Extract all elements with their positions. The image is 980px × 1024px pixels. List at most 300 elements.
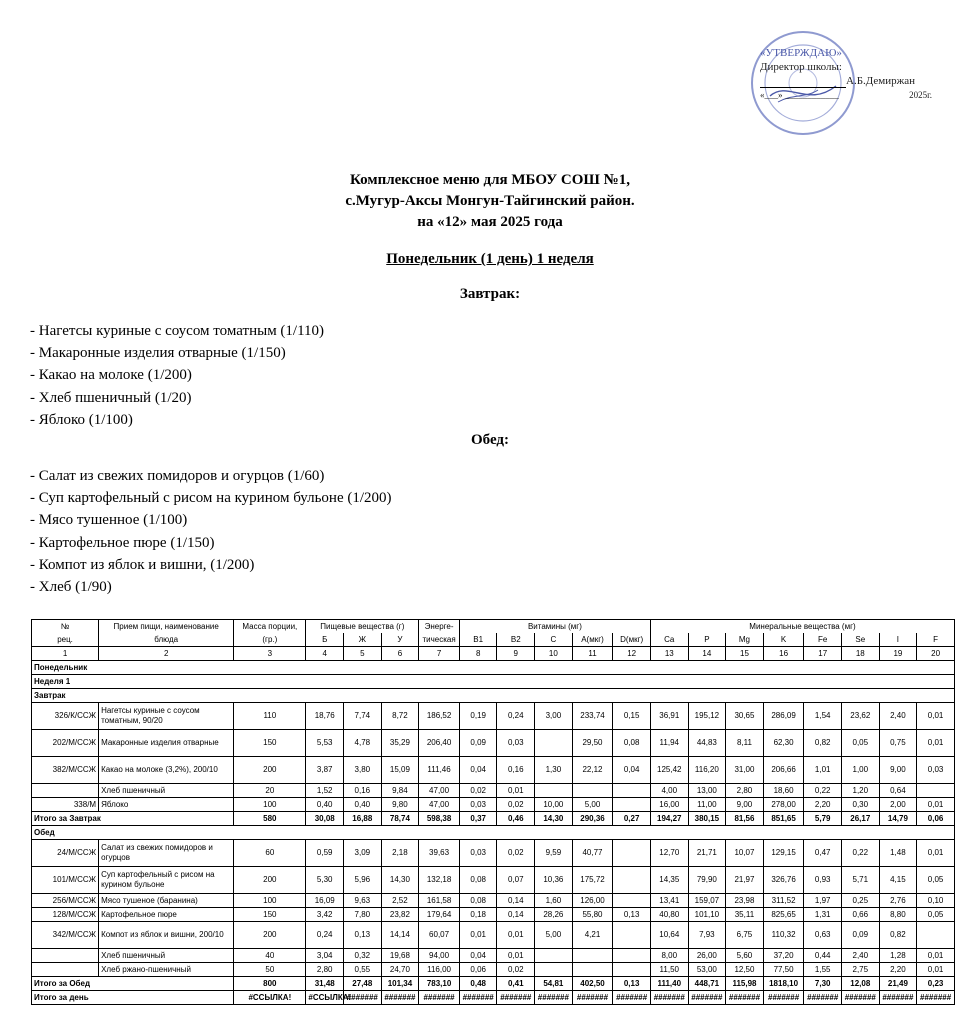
column-number-cell: 6	[381, 647, 419, 661]
list-item: - Картофельное пюре (1/150)	[30, 534, 215, 551]
value-cell: 1,01	[804, 757, 842, 784]
total-value-cell: #######	[804, 991, 842, 1005]
table-header-row	[32, 633, 955, 647]
value-cell: 2,00	[879, 798, 917, 812]
value-cell: 23,82	[381, 908, 419, 922]
column-number-cell: 17	[804, 647, 842, 661]
value-cell: 60	[234, 840, 306, 867]
value-cell: 159,07	[688, 894, 726, 908]
value-cell: 100	[234, 798, 306, 812]
value-cell: 35,29	[381, 730, 419, 757]
value-cell: 0,30	[842, 798, 880, 812]
recipe-code-cell	[32, 949, 99, 963]
list-item: - Суп картофельный с рисом на курином бульоне (1/200)	[30, 490, 392, 507]
total-value-cell: 0,41	[497, 977, 535, 991]
value-cell: 0,02	[497, 963, 535, 977]
value-cell: 14,35	[650, 867, 688, 894]
column-number-cell: 2	[99, 647, 234, 661]
signature-line	[760, 74, 846, 88]
value-cell: 0,40	[306, 798, 344, 812]
value-cell: 2,76	[879, 894, 917, 908]
value-cell	[613, 840, 651, 867]
total-value-cell: 194,27	[650, 812, 688, 826]
value-cell: 60,07	[419, 922, 460, 949]
value-cell: 47,00	[419, 784, 460, 798]
value-cell	[572, 784, 613, 798]
value-cell: 0,09	[459, 730, 497, 757]
total-value-cell: 101,34	[381, 977, 419, 991]
table-row	[32, 730, 955, 757]
list-item: - Макаронные изделия отварные (1/150)	[30, 345, 286, 362]
value-cell	[535, 730, 573, 757]
dish-name-cell: Нагетсы куриные с соусом томатным, 90/20	[99, 703, 234, 730]
value-cell: 1,30	[535, 757, 573, 784]
table-row	[32, 908, 955, 922]
column-number-cell: 4	[306, 647, 344, 661]
value-cell: 24,70	[381, 963, 419, 977]
value-cell: 3,80	[344, 757, 382, 784]
value-cell: 5,30	[306, 867, 344, 894]
total-value-cell: 402,50	[572, 977, 613, 991]
value-cell: 3,42	[306, 908, 344, 922]
value-cell: 0,64	[879, 784, 917, 798]
value-cell: 10,00	[535, 798, 573, 812]
value-cell: 200	[234, 757, 306, 784]
value-cell: 0,63	[804, 922, 842, 949]
recipe-code-cell: 382/М/ССЖ	[32, 757, 99, 784]
value-cell: 53,00	[688, 963, 726, 977]
value-cell: 0,75	[879, 730, 917, 757]
value-cell: 233,74	[572, 703, 613, 730]
value-cell: 16,09	[306, 894, 344, 908]
value-cell: 0,01	[497, 784, 535, 798]
dish-name-cell: Салат из свежих помидоров и огурцов	[99, 840, 234, 867]
header-cell: K	[763, 633, 804, 647]
value-cell: 50	[234, 963, 306, 977]
value-cell: 79,90	[688, 867, 726, 894]
column-number-cell: 14	[688, 647, 726, 661]
value-cell: 1,97	[804, 894, 842, 908]
value-cell: 0,04	[459, 757, 497, 784]
day-title: Понедельник (1 день) 1 неделя	[386, 251, 594, 267]
approval-title: «УТВЕРЖДАЮ»	[760, 47, 842, 59]
value-cell: 5,71	[842, 867, 880, 894]
breakfast-section-row-label: Завтрак	[32, 689, 955, 703]
value-cell: 16,00	[650, 798, 688, 812]
value-cell: 8,80	[879, 908, 917, 922]
recipe-code-cell: 24/М/ССЖ	[32, 840, 99, 867]
value-cell: 200	[234, 922, 306, 949]
value-cell: 0,47	[804, 840, 842, 867]
total-label: Итого за Завтрак	[32, 812, 234, 826]
table-row	[32, 867, 955, 894]
total-value-cell: #######	[726, 991, 764, 1005]
value-cell	[535, 949, 573, 963]
header-cell: D(мкг)	[613, 633, 651, 647]
table-row	[32, 647, 955, 661]
value-cell: 2,52	[381, 894, 419, 908]
value-cell	[613, 798, 651, 812]
value-cell: 11,94	[650, 730, 688, 757]
value-cell: 18,76	[306, 703, 344, 730]
value-cell: 4,21	[572, 922, 613, 949]
value-cell: 7,74	[344, 703, 382, 730]
dish-name-cell: Мясо тушеное (баранина)	[99, 894, 234, 908]
value-cell: 1,20	[842, 784, 880, 798]
value-cell: 12,50	[726, 963, 764, 977]
value-cell: 0,25	[842, 894, 880, 908]
total-value-cell: 448,71	[688, 977, 726, 991]
value-cell: 116,20	[688, 757, 726, 784]
header-cell: P	[688, 633, 726, 647]
table-row	[32, 798, 955, 812]
header-cell: Fe	[804, 633, 842, 647]
dish-name-cell: Картофельное пюре	[99, 908, 234, 922]
value-cell: 2,80	[306, 963, 344, 977]
value-cell: 161,58	[419, 894, 460, 908]
lunch-heading: Обед:	[470, 432, 509, 448]
total-value-cell: 5,79	[804, 812, 842, 826]
total-value-cell: 290,36	[572, 812, 613, 826]
value-cell: 0,03	[497, 730, 535, 757]
value-cell: 15,09	[381, 757, 419, 784]
value-cell: 8,11	[726, 730, 764, 757]
list-item: - Нагетсы куриные с соусом томатным (1/110)	[30, 323, 325, 339]
column-number-cell: 16	[763, 647, 804, 661]
value-cell: 0,10	[917, 894, 955, 908]
total-value-cell: #######	[763, 991, 804, 1005]
value-cell: 0,14	[497, 894, 535, 908]
table-header-row	[32, 620, 955, 634]
value-cell: 23,62	[842, 703, 880, 730]
total-value-cell: #######	[917, 991, 955, 1005]
value-cell: 195,12	[688, 703, 726, 730]
breakfast-menu-list	[30, 320, 324, 431]
value-cell: 26,00	[688, 949, 726, 963]
column-number-cell: 11	[572, 647, 613, 661]
list-item: - Хлеб (1/90)	[30, 579, 112, 596]
value-cell: 0,82	[879, 922, 917, 949]
total-value-cell: 78,74	[381, 812, 419, 826]
value-cell: 31,00	[726, 757, 764, 784]
total-row	[32, 977, 955, 991]
value-cell: 2,18	[381, 840, 419, 867]
value-cell: 12,70	[650, 840, 688, 867]
value-cell: 9,63	[344, 894, 382, 908]
value-cell: 0,66	[842, 908, 880, 922]
value-cell: 0,08	[459, 894, 497, 908]
value-cell: 62,30	[763, 730, 804, 757]
value-cell: 206,40	[419, 730, 460, 757]
list-item: - Мясо тушенное (1/100)	[30, 512, 188, 529]
list-item: - Компот из яблок и вишни, (1/200)	[30, 556, 255, 573]
value-cell	[613, 867, 651, 894]
value-cell: 0,44	[804, 949, 842, 963]
title-line-3: на «12» мая 2025 года	[417, 214, 563, 230]
value-cell: 22,12	[572, 757, 613, 784]
value-cell: 175,72	[572, 867, 613, 894]
value-cell: 0,08	[613, 730, 651, 757]
value-cell: 0,01	[917, 949, 955, 963]
value-cell: 7,93	[688, 922, 726, 949]
total-value-cell: 851,65	[763, 812, 804, 826]
header-cell: Ca	[650, 633, 688, 647]
title-line-1: Комплексное меню для МБОУ СОШ №1,	[350, 172, 630, 188]
value-cell: 326,76	[763, 867, 804, 894]
value-cell: 0,16	[497, 757, 535, 784]
value-cell: 40	[234, 949, 306, 963]
value-cell: 101,10	[688, 908, 726, 922]
header-cell: Пищевые вещества (г)	[306, 620, 419, 634]
lunch-menu-list	[30, 465, 392, 598]
header-cell: F	[917, 633, 955, 647]
value-cell: 11,50	[650, 963, 688, 977]
list-item: - Яблоко (1/100)	[30, 411, 133, 428]
header-cell: (гр.)	[234, 633, 306, 647]
total-value-cell: 115,98	[726, 977, 764, 991]
value-cell: 0,32	[344, 949, 382, 963]
column-number-cell: 13	[650, 647, 688, 661]
total-value-cell: 598,38	[419, 812, 460, 826]
value-cell: 9,80	[381, 798, 419, 812]
value-cell: 0,03	[459, 840, 497, 867]
value-cell: 116,00	[419, 963, 460, 977]
column-number-cell: 18	[842, 647, 880, 661]
value-cell: 14,14	[381, 922, 419, 949]
value-cell: 9,00	[726, 798, 764, 812]
total-value-cell: #######	[535, 991, 573, 1005]
value-cell: 1,00	[842, 757, 880, 784]
recipe-code-cell: 101/М/ССЖ	[32, 867, 99, 894]
value-cell	[917, 784, 955, 798]
value-cell: 1,60	[535, 894, 573, 908]
value-cell: 2,20	[804, 798, 842, 812]
column-number-cell: 12	[613, 647, 651, 661]
value-cell: 0,08	[459, 867, 497, 894]
value-cell: 0,22	[804, 784, 842, 798]
value-cell: 150	[234, 730, 306, 757]
value-cell: 0,40	[344, 798, 382, 812]
column-number-cell: 7	[419, 647, 460, 661]
recipe-code-cell: 128/М/ССЖ	[32, 908, 99, 922]
value-cell: 21,71	[688, 840, 726, 867]
list-item: - Какао на молоке (1/200)	[30, 367, 192, 384]
value-cell: 9,00	[879, 757, 917, 784]
header-cell: Б	[306, 633, 344, 647]
column-number-cell: 20	[917, 647, 955, 661]
total-value-cell: 16,88	[344, 812, 382, 826]
value-cell: 10,07	[726, 840, 764, 867]
header-cell: Прием пищи, наименование	[99, 620, 234, 634]
nutrition-table	[31, 619, 955, 1005]
total-value-cell: 54,81	[535, 977, 573, 991]
dish-name-cell: Суп картофельный с рисом на курином бульоне	[99, 867, 234, 894]
approval-signer: А.Б.Демиржан	[846, 75, 915, 87]
value-cell: 5,00	[535, 922, 573, 949]
header-cell: Масса порции,	[234, 620, 306, 634]
value-cell	[613, 963, 651, 977]
header-cell: У	[381, 633, 419, 647]
value-cell: 0,01	[917, 703, 955, 730]
recipe-code-cell: 326/К/ССЖ	[32, 703, 99, 730]
list-item: - Хлеб пшеничный (1/20)	[30, 389, 192, 406]
value-cell: 0,16	[344, 784, 382, 798]
recipe-code-cell: 256/М/ССЖ	[32, 894, 99, 908]
value-cell: 36,91	[650, 703, 688, 730]
header-cell: I	[879, 633, 917, 647]
value-cell	[535, 784, 573, 798]
value-cell: 0,04	[459, 949, 497, 963]
value-cell	[613, 949, 651, 963]
value-cell: 0,06	[459, 963, 497, 977]
total-value-cell: 81,56	[726, 812, 764, 826]
value-cell: 179,64	[419, 908, 460, 922]
value-cell: 30,65	[726, 703, 764, 730]
value-cell: 0,24	[497, 703, 535, 730]
value-cell: 21,97	[726, 867, 764, 894]
dish-name-cell: Какао на молоке (3,2%), 200/10	[99, 757, 234, 784]
value-cell: 0,01	[497, 949, 535, 963]
header-cell: Se	[842, 633, 880, 647]
header-cell: B1	[459, 633, 497, 647]
value-cell: 0,13	[344, 922, 382, 949]
total-value-cell: #######	[381, 991, 419, 1005]
value-cell: 23,98	[726, 894, 764, 908]
value-cell: 3,87	[306, 757, 344, 784]
value-cell: 0,18	[459, 908, 497, 922]
value-cell: 94,00	[419, 949, 460, 963]
value-cell: 0,93	[804, 867, 842, 894]
column-number-cell: 19	[879, 647, 917, 661]
value-cell: 825,65	[763, 908, 804, 922]
total-value-cell: 0,27	[613, 812, 651, 826]
approval-year: 2025г.	[909, 90, 932, 100]
total-row	[32, 991, 955, 1005]
value-cell: 0,09	[842, 922, 880, 949]
total-value-cell: 800	[234, 977, 306, 991]
header-cell: C	[535, 633, 573, 647]
table-row	[32, 949, 955, 963]
value-cell: 2,75	[842, 963, 880, 977]
value-cell: 6,75	[726, 922, 764, 949]
recipe-code-cell	[32, 963, 99, 977]
value-cell: 0,01	[917, 840, 955, 867]
value-cell: 4,00	[650, 784, 688, 798]
value-cell: 110,32	[763, 922, 804, 949]
value-cell: 0,05	[917, 867, 955, 894]
day-label-row-label: Понедельник	[32, 661, 955, 675]
value-cell	[535, 963, 573, 977]
value-cell: 77,50	[763, 963, 804, 977]
total-value-cell: #######	[459, 991, 497, 1005]
value-cell: 0,82	[804, 730, 842, 757]
value-cell: 0,14	[497, 908, 535, 922]
column-number-cell: 5	[344, 647, 382, 661]
total-value-cell: 26,17	[842, 812, 880, 826]
value-cell: 3,00	[535, 703, 573, 730]
total-value-cell: 0,13	[613, 977, 651, 991]
value-cell: 10,36	[535, 867, 573, 894]
dish-name-cell: Хлеб ржано-пшеничный	[99, 963, 234, 977]
value-cell: 0,02	[459, 784, 497, 798]
total-value-cell: 580	[234, 812, 306, 826]
value-cell: 126,00	[572, 894, 613, 908]
value-cell: 44,83	[688, 730, 726, 757]
total-value-cell: #######	[497, 991, 535, 1005]
column-number-cell: 9	[497, 647, 535, 661]
total-value-cell: 31,48	[306, 977, 344, 991]
value-cell: 0,05	[842, 730, 880, 757]
value-cell: 2,80	[726, 784, 764, 798]
total-value-cell: 0,23	[917, 977, 955, 991]
value-cell: 7,80	[344, 908, 382, 922]
total-value-cell: 30,08	[306, 812, 344, 826]
value-cell: 2,40	[879, 703, 917, 730]
value-cell: 4,78	[344, 730, 382, 757]
total-value-cell: #######	[879, 991, 917, 1005]
header-cell: блюда	[99, 633, 234, 647]
value-cell: 0,24	[306, 922, 344, 949]
value-cell: 125,42	[650, 757, 688, 784]
header-cell: Ж	[344, 633, 382, 647]
header-cell: А(мкг)	[572, 633, 613, 647]
total-value-cell: 12,08	[842, 977, 880, 991]
lunch-section-row	[32, 826, 955, 840]
table-row	[32, 757, 955, 784]
dish-name-cell: Яблоко	[99, 798, 234, 812]
total-value-cell: 0,46	[497, 812, 535, 826]
value-cell: 1,48	[879, 840, 917, 867]
value-cell: 0,01	[917, 798, 955, 812]
value-cell	[613, 922, 651, 949]
value-cell: 14,30	[381, 867, 419, 894]
value-cell: 5,53	[306, 730, 344, 757]
value-cell: 0,13	[613, 908, 651, 922]
approval-block	[760, 46, 950, 102]
total-value-cell: #ССЫЛКА!	[234, 991, 306, 1005]
value-cell: 3,04	[306, 949, 344, 963]
value-cell: 3,09	[344, 840, 382, 867]
value-cell: 55,80	[572, 908, 613, 922]
breakfast-heading: Завтрак:	[459, 286, 521, 302]
value-cell: 0,01	[917, 963, 955, 977]
total-value-cell: #######	[650, 991, 688, 1005]
total-value-cell: 111,40	[650, 977, 688, 991]
value-cell: 110	[234, 703, 306, 730]
value-cell: 278,00	[763, 798, 804, 812]
table-row	[32, 894, 955, 908]
total-label: Итого за день	[32, 991, 234, 1005]
value-cell	[572, 949, 613, 963]
value-cell: 40,77	[572, 840, 613, 867]
value-cell: 18,60	[763, 784, 804, 798]
value-cell: 1,52	[306, 784, 344, 798]
total-value-cell: 0,48	[459, 977, 497, 991]
value-cell: 150	[234, 908, 306, 922]
value-cell: 0,04	[613, 757, 651, 784]
value-cell: 28,26	[535, 908, 573, 922]
value-cell: 1,31	[804, 908, 842, 922]
list-item: - Салат из свежих помидоров и огурцов (1/60)	[30, 468, 325, 484]
value-cell: 0,03	[917, 757, 955, 784]
recipe-code-cell: 342/М/ССЖ	[32, 922, 99, 949]
value-cell	[613, 894, 651, 908]
value-cell: 4,15	[879, 867, 917, 894]
value-cell: 8,00	[650, 949, 688, 963]
total-value-cell: #######	[344, 991, 382, 1005]
dish-name-cell: Макаронные изделия отварные	[99, 730, 234, 757]
value-cell: 29,50	[572, 730, 613, 757]
